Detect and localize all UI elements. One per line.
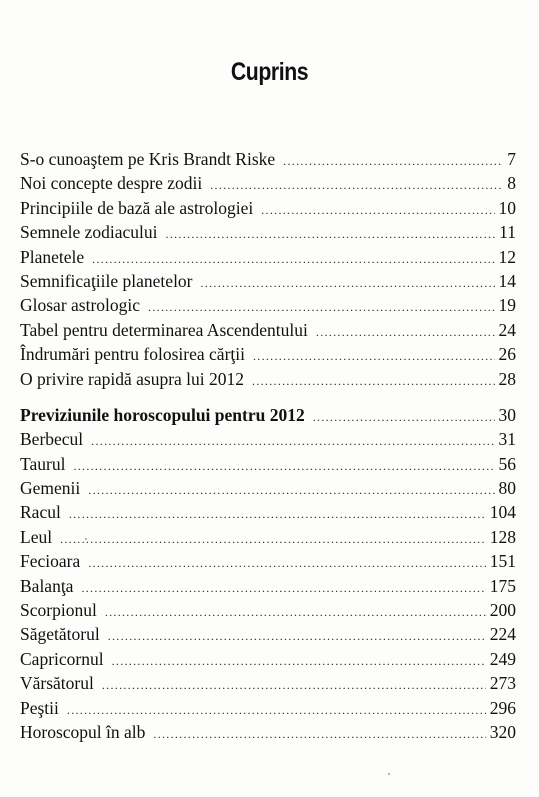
toc-entry-page: 19: [498, 295, 516, 316]
toc-entry: [20, 269, 516, 293]
toc-entry-label: Balanţa: [20, 575, 74, 596]
toc-entry: [20, 574, 516, 598]
toc-leader-dots: [112, 649, 486, 673]
toc-entry-label: Noi concepte despre zodii: [20, 173, 203, 194]
toc-entry: [20, 342, 516, 366]
toc-entry-label: Taurul: [20, 453, 66, 474]
toc-leader-dots: [69, 502, 486, 526]
toc-entry-label: Semnele zodiacului: [20, 222, 158, 243]
toc-leader-dots: [283, 149, 503, 173]
section-gap: [20, 391, 516, 403]
toc-entry-page: 10: [498, 197, 516, 218]
toc-leader-dots: [316, 320, 495, 344]
toc-leader-dots: [252, 369, 494, 393]
toc-entry-page: 200: [489, 600, 516, 621]
toc-entry: [20, 427, 516, 451]
toc-leader-dots: [261, 198, 494, 222]
toc-entry-label: Gemenii: [20, 478, 81, 499]
toc-entry-page: 273: [489, 673, 516, 694]
toc-leader-dots: [81, 576, 485, 600]
toc-entry-label: Fecioara: [20, 551, 81, 572]
toc-leader-dots: [313, 405, 495, 429]
toc-entry-page: 11: [499, 222, 516, 243]
table-of-contents: [20, 147, 516, 744]
toc-entry-label: Vărsătorul: [20, 673, 94, 694]
toc-entry-label: Îndrumări pentru folosirea cărţii: [20, 344, 245, 365]
toc-entry-label: Semnificaţiile planetelor: [20, 270, 193, 291]
toc-leader-dots: [166, 222, 496, 246]
toc-entry-label: S-o cunoaştem pe Kris Brandt Riske: [20, 149, 276, 169]
toc-leader-dots: [102, 673, 486, 697]
toc-entry: [20, 476, 516, 500]
toc-entry-label: Leul: [20, 526, 53, 547]
toc-entry-page: 31: [498, 429, 516, 450]
toc-entry-label: O privire rapidă asupra lui 2012: [20, 368, 245, 389]
paper-speck: [388, 773, 390, 775]
toc-entry-page: 224: [489, 624, 516, 645]
toc-entry-page: 30: [498, 404, 516, 425]
paper-speck: [85, 538, 87, 540]
toc-entry-label: Săgetătorul: [20, 624, 100, 645]
toc-entry-page: 14: [498, 270, 516, 291]
toc-entry-page: 56: [498, 453, 516, 474]
toc-entry-page: 249: [489, 648, 516, 669]
toc-entry-page: 7: [507, 149, 516, 169]
toc-entry-label: Racul: [20, 502, 61, 523]
toc-entry-label: Scorpionul: [20, 600, 97, 621]
toc-leader-dots: [88, 551, 486, 575]
toc-leader-dots: [108, 624, 486, 648]
toc-entry-page: 28: [498, 368, 516, 389]
toc-section-intro: [20, 147, 516, 391]
toc-entry: [20, 245, 516, 269]
toc-leader-dots: [91, 429, 494, 453]
toc-entry-page: 26: [498, 344, 516, 365]
toc-entry-page: 80: [498, 478, 516, 499]
toc-entry: [20, 647, 516, 671]
toc-entry-label: Planetele: [20, 246, 85, 267]
toc-entry-page: 296: [489, 697, 516, 718]
toc-entry-label: Previziunile horoscopului pentru 2012: [20, 404, 305, 425]
toc-entry-label: Peştii: [20, 697, 59, 718]
toc-entry-page: 24: [498, 319, 516, 340]
toc-entry-page: 175: [489, 575, 516, 596]
toc-entry-page: 104: [489, 502, 516, 523]
toc-entry: [20, 549, 516, 573]
toc-entry: [20, 367, 516, 391]
toc-entry: [20, 500, 516, 524]
toc-leader-dots: [253, 344, 495, 368]
toc-section-heading: [20, 403, 516, 427]
toc-entry: [20, 696, 516, 720]
toc-entry: [20, 196, 516, 220]
toc-leader-dots: [88, 478, 494, 502]
toc-entry-page: 320: [489, 721, 516, 742]
toc-leader-dots: [201, 271, 495, 295]
toc-entry: [20, 293, 516, 317]
toc-section-signs: [20, 427, 516, 744]
toc-entry-page: 12: [498, 246, 516, 267]
toc-entry: [20, 171, 516, 195]
toc-entry-label: Principiile de bază ale astrologiei: [20, 197, 254, 218]
toc-entry: [20, 220, 516, 244]
toc-entry: [20, 452, 516, 476]
toc-entry-page: 128: [489, 526, 516, 547]
toc-entry: [20, 318, 516, 342]
toc-leader-dots: [105, 600, 486, 624]
toc-entry: [20, 622, 516, 646]
toc-entry: [20, 720, 516, 744]
toc-entry-label: Tabel pentru determinarea Ascendentului: [20, 319, 308, 340]
toc-leader-dots: [73, 454, 494, 478]
toc-leader-dots: [210, 173, 503, 197]
toc-leader-dots: [92, 247, 494, 271]
toc-entry-label: Horoscopul în alb: [20, 721, 146, 742]
toc-entry: [20, 671, 516, 695]
toc-entry-page: 151: [489, 551, 516, 572]
toc-entry: [20, 525, 516, 549]
page-title: Cuprins: [230, 58, 309, 86]
toc-entry-label: Glosar astrologic: [20, 295, 141, 316]
toc-entry-label: Capricornul: [20, 648, 104, 669]
toc-entry: [20, 147, 516, 171]
toc-leader-dots: [60, 527, 486, 551]
toc-leader-dots: [153, 722, 485, 746]
toc-leader-dots: [148, 295, 494, 319]
toc-entry: [20, 598, 516, 622]
toc-leader-dots: [67, 698, 486, 722]
toc-entry-page: 8: [507, 173, 516, 194]
toc-entry-label: Berbecul: [20, 429, 84, 450]
